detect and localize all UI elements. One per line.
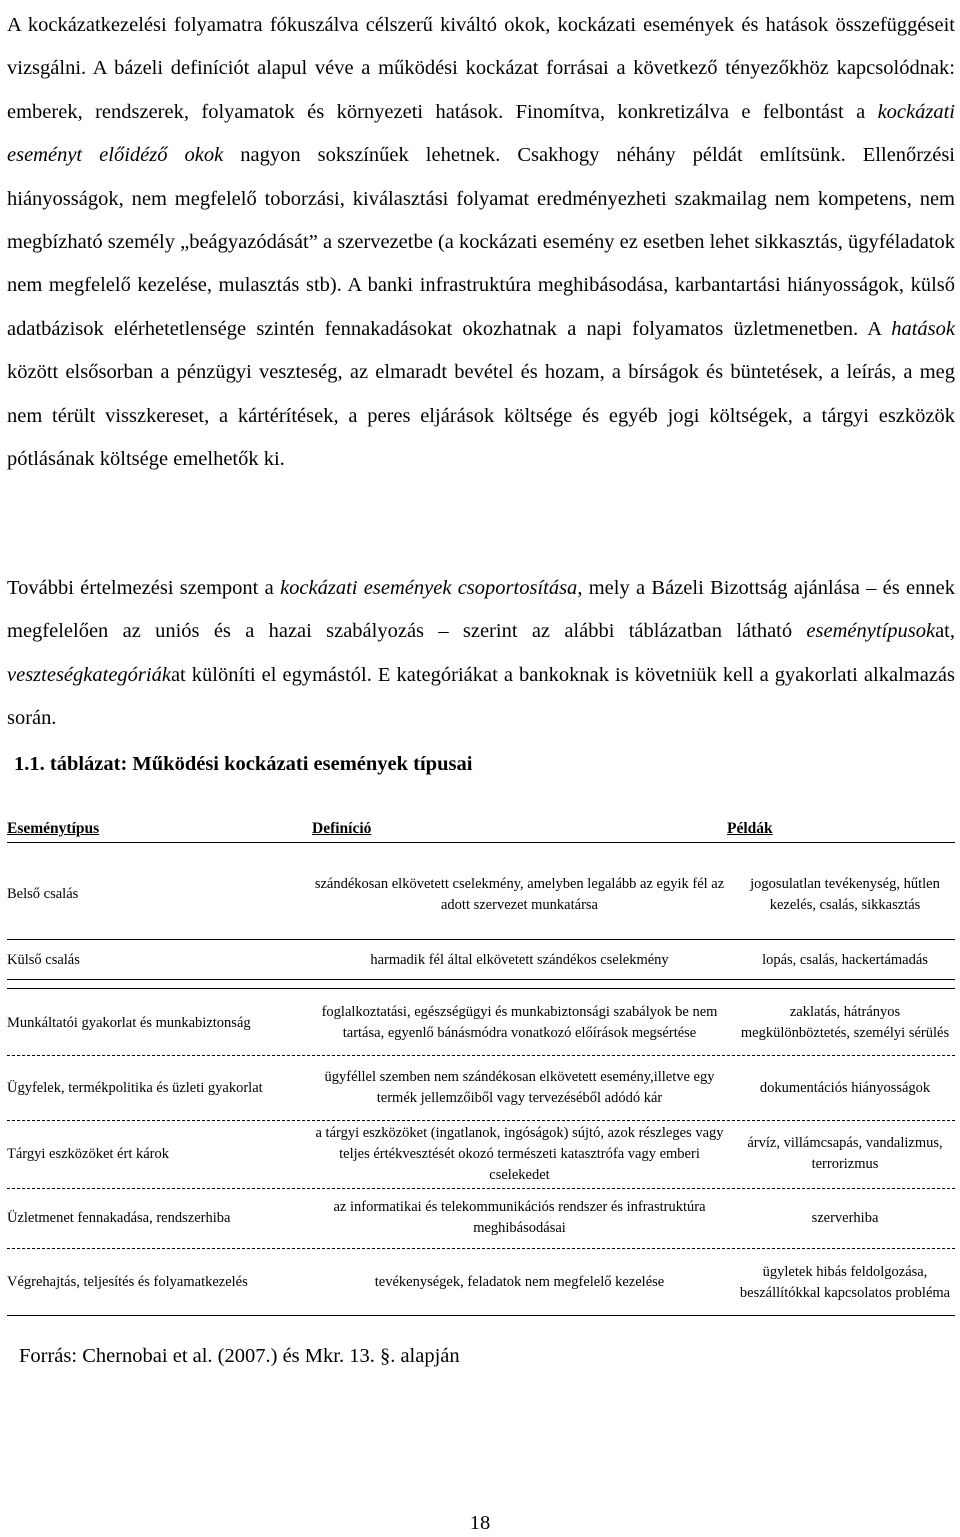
cell-event-type: Munkáltatói gyakorlat és munkabiztonság <box>7 1014 251 1031</box>
cell-definition: a tárgyi eszközöket (ingatlanok, ingóságok) sújtó, azok részleges vagy teljes értékvesztését okozó természeti katasztrófa vagy emberi cselekedet <box>315 1124 724 1183</box>
cell-event-type: Tárgyi eszközöket ért károk <box>7 1145 169 1162</box>
source-note: Forrás: Chernobai et al. (2007.) és Mkr. 13. §. alapján <box>19 1345 460 1367</box>
cell-examples: jogosulatlan tevékenység, hűtlen kezelés, csalás, sikkasztás <box>750 875 940 913</box>
text-run: között elsősorban a pénzügyi veszteség, az elmaradt bevétel és hozam, a bírságok és büntetések, a leírás, a meg nem térült visszkereset, a kártérítések, a peres eljárások költsége és egyéb jogi költségek, a tárgyi eszközök pótlásának költsége emelhetők ki. <box>7 361 955 471</box>
table-row <box>7 1190 955 1246</box>
text-run-italic: eseménytípusok <box>806 620 936 643</box>
text-run-italic: kockázati események csoportosítása <box>280 577 578 599</box>
page-number: 18 <box>469 1512 491 1534</box>
cell-examples: árvíz, villámcsapás, vandalizmus, terrorizmus <box>747 1135 943 1172</box>
row-divider <box>7 988 955 989</box>
cell-definition: szándékosan elkövetett cselekmény, amelyben legalább az egyik fél az adott szervezet munkatársa <box>314 875 725 913</box>
cell-examples: ügyletek hibás feldolgozása, beszállítókkal kapcsolatos probléma <box>739 1263 951 1301</box>
cell-examples: zaklatás, hátrányos megkülönböztetés, személyi sérülés <box>740 1004 950 1041</box>
cell-examples: szerverhiba <box>811 1209 879 1226</box>
text-run: at különíti el egymástól. E kategóriákat a bankoknak is követniük kell a gyakorlati alkalmazás során. <box>7 663 955 730</box>
cell-definition: az informatikai és telekommunikációs rendszer és infrastruktúra meghibásodásai <box>333 1199 706 1236</box>
header-event-type: Eseménytípus <box>7 820 100 837</box>
text-run-italic: kockázati eseményt előidéző okok <box>7 100 955 167</box>
cell-examples: dokumentációs hiányosságok <box>759 1079 931 1096</box>
cell-event-type: Belső csalás <box>7 886 79 902</box>
cell-event-type: Külső csalás <box>7 951 80 968</box>
table-row <box>7 850 955 940</box>
header-examples: Példák <box>727 820 773 837</box>
paragraph-2 <box>7 567 955 741</box>
cell-definition: harmadik fél által elkövetett szándékos cselekmény <box>370 951 669 968</box>
text-run-italic: veszteségkategóriák <box>7 663 171 686</box>
table-row <box>7 1250 955 1316</box>
table-row <box>7 1056 955 1120</box>
cell-definition: ügyféllel szemben nem szándékosan elkövetett esemény,illetve egy termék jellemzőiből vagy tervezéséből adódó kár <box>324 1069 715 1106</box>
paragraph-1 <box>7 4 955 481</box>
table-row <box>7 990 955 1056</box>
cell-event-type: Ügyfelek, termékpolitika és üzleti gyakorlat <box>7 1079 263 1096</box>
table-row <box>7 1121 955 1187</box>
table-row <box>7 941 955 980</box>
cell-definition: foglalkoztatási, egészségügyi és munkabiztonsági szabályok be nem tartása, egyenlő bánásmódra vonatkozó előírások megsértése <box>321 1004 718 1041</box>
text-run: További értelmezési szempont a <box>7 577 281 599</box>
text-run: at, <box>935 620 955 643</box>
text-run: , mely a Bázeli Bizottság ajánlása – és ennek megfelelően az uniós és a hazai szabályozás – szerint az alábbi táblázatban látható <box>7 577 955 643</box>
row-divider <box>7 1248 955 1249</box>
text-run: nagyon sokszínűek lehetnek. Csakhogy néhány példát említsünk. Ellenőrzési hiányosságok, nem megfelelő toborzási, kiválasztási folyamat eredményezheti szakmailag nem kompetens, nem megbízható személy „beágyazódását” a szervezetbe (a kockázati esemény ez esetben lehet sikkasztás, ügyféladatok nem megfelelő kezelése, mulasztás stb). A banki infrastruktúra meghibásodása, karbantartási hiányosságok, külső adatbázisok elérhetetlensége szintén fennakadásokat okozhatnak a napi folyamatos üzletmenetben. A <box>7 144 955 340</box>
cell-examples: lopás, csalás, hackertámadás <box>762 951 928 968</box>
text-run-italic: hatások <box>891 317 955 340</box>
cell-event-type: Üzletmenet fennakadása, rendszerhiba <box>7 1209 231 1226</box>
cell-definition: tevékenységek, feladatok nem megfelelő kezelése <box>374 1274 665 1290</box>
table-header <box>7 818 955 843</box>
cell-event-type: Végrehajtás, teljesítés és folyamatkezelés <box>7 1274 248 1290</box>
row-divider <box>7 1188 955 1189</box>
text-run: A kockázatkezelési folyamatra fókuszálva célszerű kiváltó okok, kockázati események és hatások összefüggéseit vizsgálni. A bázeli definíciót alapul véve a működési kockázat forrásai a következő tényezőkhöz kapcsolódnak: emberek, rendszerek, folyamatok és környezeti hatások. Finomítva, konkretizálva e felbontást a <box>7 14 955 123</box>
table-title: 1.1. táblázat: Működési kockázati események típusai <box>14 753 473 775</box>
header-definition: Definíció <box>312 820 372 837</box>
